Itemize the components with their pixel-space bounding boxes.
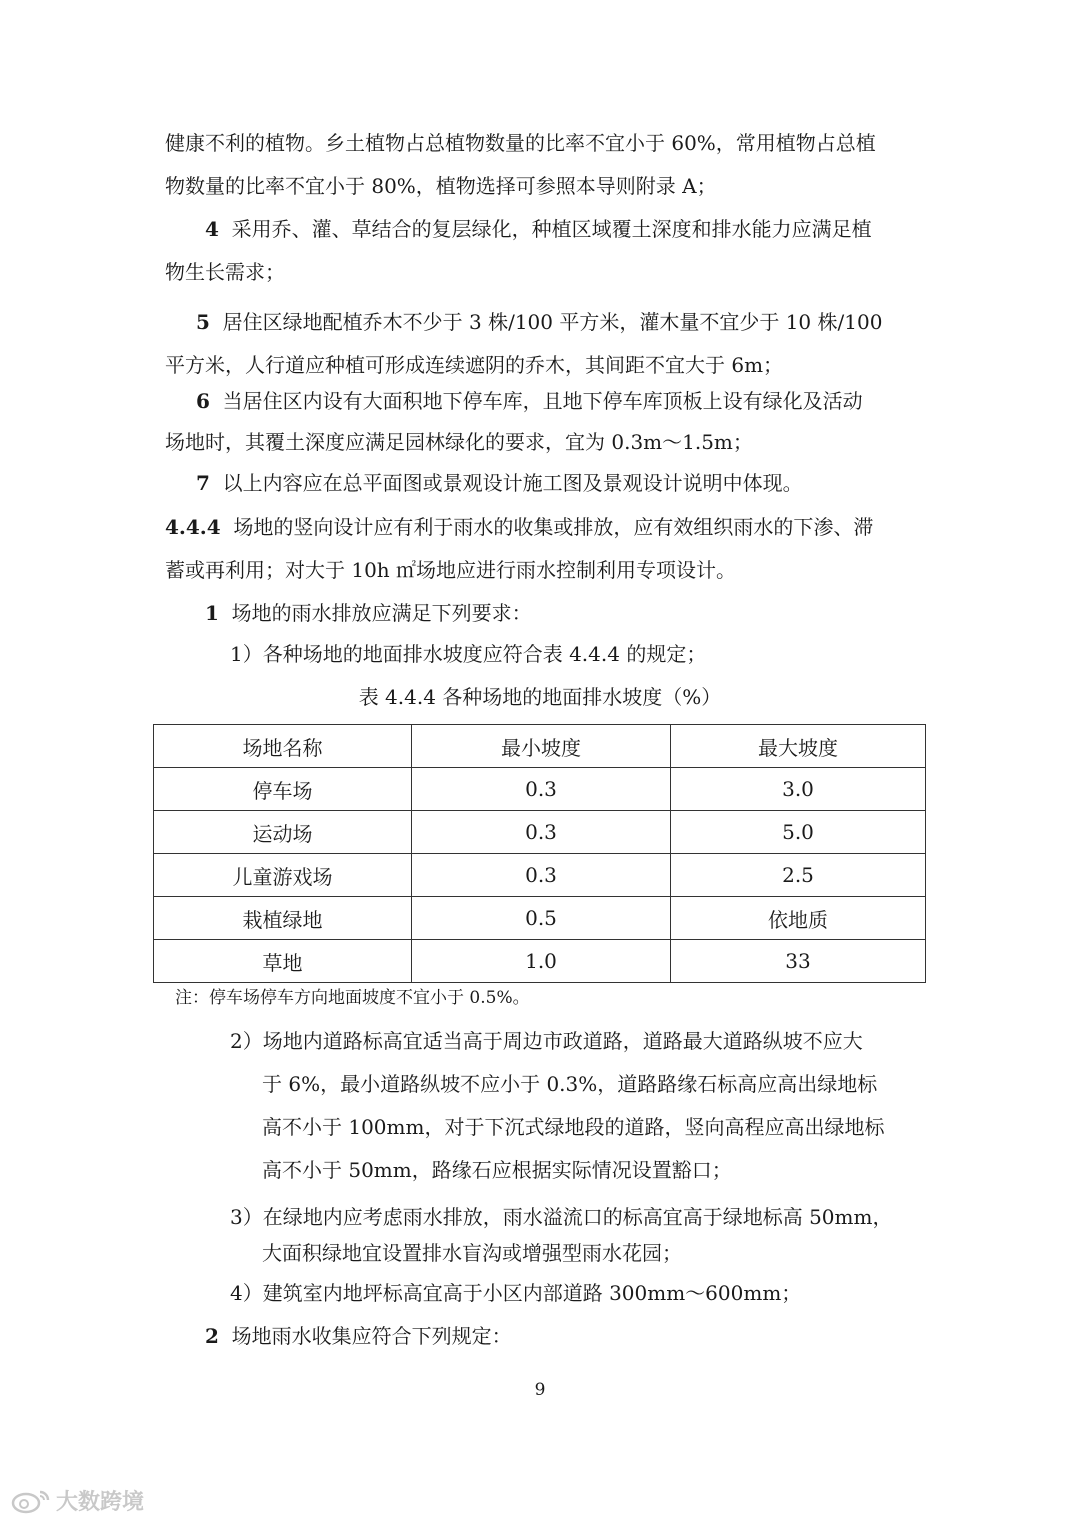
table-row bbox=[154, 768, 926, 811]
paragraph-line: 高不小于 50mm，路缘石应根据实际情况设置豁口； bbox=[262, 1158, 732, 1182]
table-cell: 儿童游戏场 bbox=[154, 854, 412, 897]
table-row bbox=[154, 811, 926, 854]
table-cell: 0.3 bbox=[412, 811, 671, 854]
table-cell: 2.5 bbox=[671, 854, 926, 897]
table-cell: 依地质 bbox=[671, 897, 926, 940]
list-item-4 bbox=[205, 208, 872, 251]
paragraph-line: 大面积绿地宜设置排水盲沟或增强型雨水花园； bbox=[262, 1241, 682, 1265]
item-text: 场地雨水收集应符合下列规定： bbox=[231, 1324, 512, 1348]
table-cell: 停车场 bbox=[154, 768, 412, 811]
header-cell: 最小坡度 bbox=[412, 725, 671, 768]
item-text: 居住区绿地配植乔木不少于 3 株/100 平方米，灌木量不宜少于 10 株/100 bbox=[222, 310, 883, 334]
table-cell: 33 bbox=[671, 940, 926, 983]
page-number: 9 bbox=[534, 1380, 546, 1400]
item-number: 5 bbox=[196, 310, 210, 334]
item-text: 当居住区内设有大面积地下停车库，且地下停车库顶板上设有绿化及活动 bbox=[222, 389, 863, 413]
paragraph-line: 蓄或再利用；对大于 10h ㎡场地应进行雨水控制利用专项设计。 bbox=[165, 558, 737, 582]
table-row bbox=[154, 897, 926, 940]
requirement-1 bbox=[205, 592, 532, 635]
table-cell: 0.3 bbox=[412, 854, 671, 897]
list-item-7 bbox=[196, 462, 803, 505]
table-header-row bbox=[154, 725, 926, 768]
header-cell: 最大坡度 bbox=[671, 725, 926, 768]
paragraph-line: 场地时，其覆土深度应满足园林绿化的要求，宜为 0.3m～1.5m； bbox=[165, 430, 753, 454]
requirement-2 bbox=[205, 1315, 512, 1358]
table-cell: 栽植绿地 bbox=[154, 897, 412, 940]
table-cell: 1.0 bbox=[412, 940, 671, 983]
table-row bbox=[154, 940, 926, 983]
sub-item-3: 3）在绿地内应考虑雨水排放，雨水溢流口的标高宜高于绿地标高 50mm， bbox=[230, 1205, 893, 1229]
item-text: 采用乔、灌、草结合的复层绿化，种植区域覆土深度和排水能力应满足植 bbox=[231, 217, 872, 241]
table-cell: 运动场 bbox=[154, 811, 412, 854]
section-4-4-4 bbox=[165, 506, 873, 549]
watermark bbox=[10, 1485, 144, 1516]
table-caption: 表 4.4.4 各种场地的地面排水坡度（%） bbox=[358, 685, 722, 709]
slope-table bbox=[153, 724, 926, 983]
watermark-text: 大数跨境 bbox=[56, 1490, 145, 1515]
item-number: 7 bbox=[196, 471, 210, 495]
item-text: 以上内容应在总平面图或景观设计施工图及景观设计说明中体现。 bbox=[222, 471, 803, 495]
item-text: 场地的雨水排放应满足下列要求： bbox=[231, 601, 532, 625]
paragraph-line: 高不小于 100mm，对于下沉式绿地段的道路，竖向高程应高出绿地标 bbox=[262, 1115, 885, 1139]
paragraph-line: 于 6%，最小道路纵坡不应小于 0.3%，道路路缘石标高应高出绿地标 bbox=[262, 1072, 878, 1096]
list-item-5 bbox=[196, 301, 882, 344]
list-item-6 bbox=[196, 380, 863, 423]
item-number: 2 bbox=[205, 1324, 219, 1348]
table-cell: 0.5 bbox=[412, 897, 671, 940]
section-number: 4.4.4 bbox=[165, 515, 221, 539]
item-number: 4 bbox=[205, 217, 219, 241]
table-cell: 草地 bbox=[154, 940, 412, 983]
table-cell: 0.3 bbox=[412, 768, 671, 811]
paragraph-line: 物生长需求； bbox=[165, 260, 285, 284]
table-note: 注：停车场停车方向地面坡度不宜小于 0.5%。 bbox=[175, 988, 530, 1008]
sub-item-2: 2）场地内道路标高宜适当高于周边市政道路，道路最大道路纵坡不应大 bbox=[230, 1029, 863, 1053]
table-cell: 3.0 bbox=[671, 768, 926, 811]
weibo-logo-icon bbox=[10, 1488, 52, 1514]
paragraph-line: 健康不利的植物。乡土植物占总植物数量的比率不宜小于 60%，常用植物占总植 bbox=[165, 131, 876, 155]
table-row bbox=[154, 854, 926, 897]
paragraph-line: 物数量的比率不宜小于 80%，植物选择可参照本导则附录 A； bbox=[165, 174, 717, 198]
sub-item-1: 1）各种场地的地面排水坡度应符合表 4.4.4 的规定； bbox=[230, 642, 707, 666]
section-text: 场地的竖向设计应有利于雨水的收集或排放，应有效组织雨水的下渗、滞 bbox=[233, 515, 874, 539]
header-cell: 场地名称 bbox=[154, 725, 412, 768]
item-number: 6 bbox=[196, 389, 210, 413]
sub-item-4: 4）建筑室内地坪标高宜高于小区内部道路 300mm～600mm； bbox=[230, 1281, 802, 1305]
paragraph-line: 平方米，人行道应种植可形成连续遮阴的乔木，其间距不宜大于 6m； bbox=[165, 353, 784, 377]
item-number: 1 bbox=[205, 601, 219, 625]
table-cell: 5.0 bbox=[671, 811, 926, 854]
